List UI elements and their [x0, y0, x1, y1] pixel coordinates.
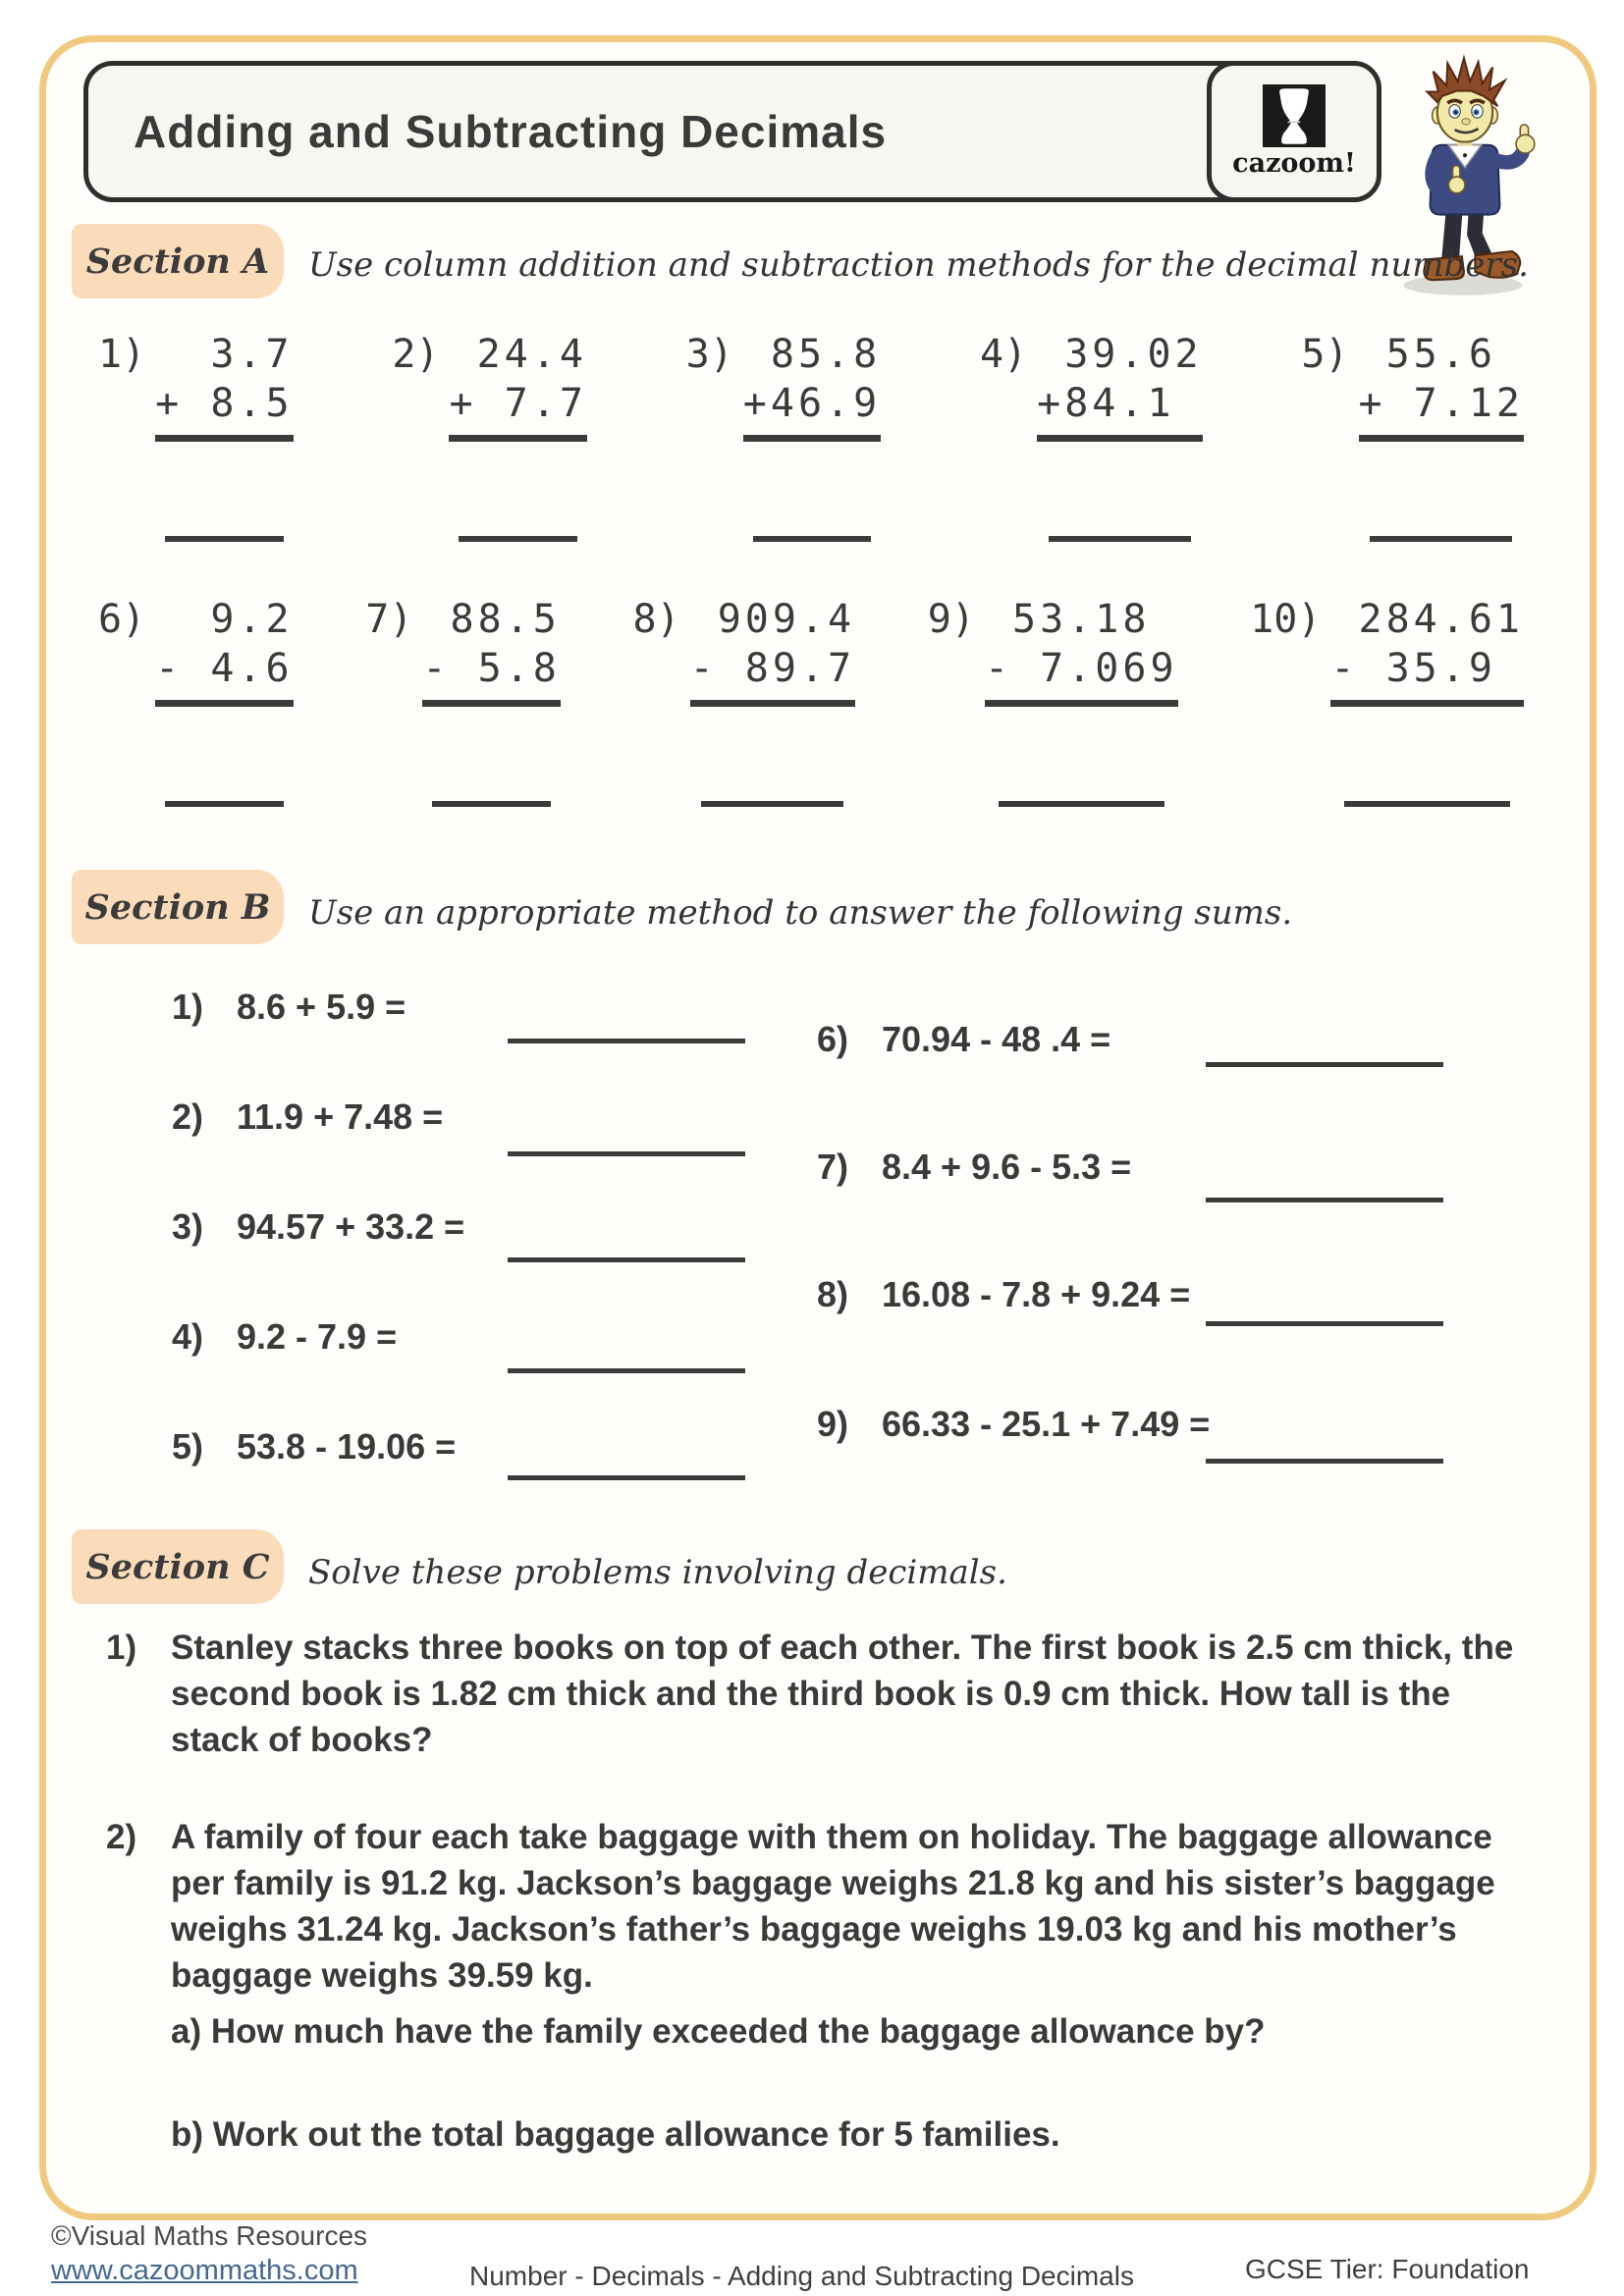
sum-problem-b1 — [172, 987, 406, 1028]
answer-line — [1370, 536, 1512, 542]
section-a-row-2 — [98, 595, 1524, 807]
section-b-label — [72, 870, 284, 944]
answer-line — [1049, 536, 1191, 542]
expression: 8.6 + 5.9 = — [237, 987, 406, 1027]
column-sum — [985, 595, 1178, 807]
cazoom-logo — [1207, 61, 1381, 202]
problem-number: 7) — [365, 597, 413, 642]
sub-question-b: b) Work out the total baggage allowance for 5 families. — [171, 2115, 1060, 2154]
answer-line — [432, 801, 551, 807]
problem-number: 9) — [817, 1404, 849, 1444]
column-problem-4 — [980, 330, 1203, 542]
drum-icon — [1263, 84, 1326, 147]
subtrahend: - 5.8 — [422, 646, 561, 691]
problem-number: 6) — [817, 1019, 849, 1059]
expression: 8.4 + 9.6 - 5.3 = — [882, 1147, 1132, 1187]
problem-text: A family of four each take baggage with them on holiday. The baggage allowance per family is 91.2 kg. Jackson’s baggage weighs 21.8 kg and his sister’s baggage weighs 31.24 kg. Jackson’s father’s baggage weighs 19.03 kg and his mother’s baggage weighs 39.59 kg. — [171, 1818, 1495, 1995]
expression: 66.33 - 25.1 + 7.49 = — [882, 1404, 1211, 1444]
minuend: 284.61 — [1330, 597, 1524, 642]
problem-number: 4) — [979, 332, 1028, 377]
problem-number: 1) — [172, 987, 204, 1027]
column-problem-8 — [632, 595, 855, 807]
sum-problem-b9 — [817, 1404, 1210, 1445]
column-sum — [155, 595, 293, 807]
answer-line — [701, 801, 843, 807]
section-a-row-1 — [98, 330, 1524, 542]
answer-line — [1206, 1321, 1443, 1326]
column-problem-9 — [928, 595, 1178, 807]
subtrahend: - 4.6 — [155, 646, 294, 691]
sum-rule — [155, 700, 293, 707]
minuend: 9.2 — [155, 597, 294, 642]
problem-number: 2) — [106, 1818, 137, 1856]
section-c-instruction: Solve these problems involving decimals. — [308, 1553, 1007, 1592]
sum-rule — [1330, 700, 1524, 707]
problem-number: 5) — [1301, 332, 1349, 377]
sum-rule — [422, 700, 560, 707]
answer-line — [1206, 1459, 1443, 1464]
column-sum — [743, 330, 881, 542]
subtrahend: - 89.7 — [689, 646, 856, 691]
word-problem-1 — [106, 1625, 1528, 1763]
problem-text: Stanley stacks three books on top of each other. The first book is 2.5 cm thick, the second book is 1.82 cm thick and the third book is 0.9 cm thick. How tall is the stack of books? — [171, 1629, 1514, 1759]
minuend: 53.18 — [984, 597, 1151, 642]
answer-line — [999, 801, 1164, 807]
problem-number: 3) — [172, 1206, 204, 1247]
word-problem-2 — [106, 1814, 1528, 2158]
sum-problem-b7 — [817, 1147, 1131, 1188]
sum-problem-b4 — [172, 1316, 397, 1358]
expression: 94.57 + 33.2 = — [237, 1206, 465, 1247]
sum-problem-b2 — [172, 1096, 443, 1138]
addend-top: 3.7 — [155, 332, 294, 377]
problem-text-block — [171, 1814, 1528, 2158]
expression: 16.08 - 7.8 + 9.24 = — [882, 1274, 1191, 1314]
section-c-label — [72, 1529, 284, 1604]
sum-problem-b6 — [817, 1019, 1110, 1060]
copyright-text: ©Visual Maths Resources — [51, 2220, 368, 2251]
column-sum — [690, 595, 856, 807]
section-b-instruction: Use an appropriate method to answer the following sums. — [308, 893, 1293, 933]
addend-bottom: +84.1 — [1037, 381, 1175, 426]
column-problem-10 — [1250, 595, 1524, 807]
problem-number: 6) — [98, 597, 146, 642]
column-problem-6 — [98, 595, 294, 807]
column-sum — [1037, 330, 1203, 542]
answer-line — [1344, 801, 1510, 807]
addend-bottom: + 7.12 — [1358, 381, 1524, 426]
sum-rule — [449, 435, 586, 442]
answer-line — [459, 536, 577, 542]
section-a-label — [72, 224, 284, 298]
column-sum — [449, 330, 586, 542]
column-sum — [1359, 330, 1525, 542]
addend-bottom: + 7.7 — [449, 381, 587, 426]
sum-problem-b3 — [172, 1206, 464, 1248]
answer-line — [1206, 1198, 1443, 1202]
section-c-label-text: Section C — [85, 1546, 270, 1587]
addend-bottom: +46.9 — [742, 381, 882, 426]
problem-number: 10) — [1250, 597, 1322, 642]
addend-top: 39.02 — [1037, 332, 1203, 377]
answer-line — [165, 536, 284, 542]
column-problem-1 — [98, 330, 294, 542]
sum-problem-b8 — [817, 1274, 1190, 1315]
answer-line — [508, 1475, 745, 1480]
problem-number: 3) — [685, 332, 733, 377]
title-bar — [83, 61, 1381, 202]
column-problem-7 — [365, 595, 561, 807]
logo-wordmark: cazoom! — [1232, 148, 1356, 179]
section-a-label-text: Section A — [85, 240, 270, 282]
column-problem-5 — [1301, 330, 1524, 542]
addend-bottom: + 8.5 — [155, 381, 294, 426]
section-a-instruction: Use column addition and subtraction methods for the decimal numbers. — [308, 245, 1529, 285]
problem-number: 4) — [172, 1316, 204, 1357]
subtrahend: - 7.069 — [984, 646, 1178, 691]
answer-line — [1206, 1062, 1443, 1067]
sum-rule — [1037, 435, 1203, 442]
problem-number: 2) — [172, 1096, 204, 1137]
answer-line — [508, 1368, 745, 1373]
section-b-label-text: Section B — [84, 886, 271, 928]
subtrahend: - 35.9 — [1330, 646, 1496, 691]
expression: 9.2 - 7.9 = — [237, 1316, 398, 1357]
expression: 11.9 + 7.48 = — [237, 1096, 444, 1137]
problem-number: 2) — [392, 332, 440, 377]
column-sum — [1330, 595, 1524, 807]
sum-rule — [985, 700, 1178, 707]
gcse-tier: GCSE Tier: Foundation — [1245, 2254, 1530, 2284]
minuend: 88.5 — [422, 597, 561, 642]
answer-line — [753, 536, 872, 542]
problem-number: 5) — [172, 1426, 204, 1467]
column-sum — [155, 330, 293, 542]
addend-top: 24.4 — [449, 332, 587, 377]
problem-number: 9) — [927, 597, 975, 642]
problem-number: 1) — [98, 332, 146, 377]
sum-rule — [690, 700, 856, 707]
problem-number: 7) — [817, 1147, 849, 1187]
footer-link[interactable]: www.cazoommaths.com — [51, 2255, 358, 2286]
addend-top: 55.6 — [1358, 332, 1496, 377]
column-problem-2 — [392, 330, 587, 542]
problem-number: 1) — [106, 1629, 137, 1667]
sum-rule — [1359, 435, 1525, 442]
answer-line — [508, 1151, 745, 1156]
problem-number: 8) — [632, 597, 680, 642]
column-sum — [422, 595, 560, 807]
answer-line — [508, 1039, 745, 1043]
page-title: Adding and Subtracting Decimals — [134, 106, 888, 157]
addend-top: 85.8 — [742, 332, 882, 377]
column-problem-3 — [686, 330, 882, 542]
answer-line — [165, 801, 284, 807]
sum-rule — [155, 435, 293, 442]
problem-number: 8) — [817, 1274, 849, 1314]
minuend: 909.4 — [689, 597, 856, 642]
worksheet-topic: Number - Decimals - Adding and Subtracting Decimals — [469, 2261, 1134, 2291]
sum-rule — [743, 435, 881, 442]
expression: 53.8 - 19.06 = — [237, 1426, 457, 1467]
sum-problem-b5 — [172, 1426, 456, 1468]
expression: 70.94 - 48 .4 = — [882, 1019, 1111, 1059]
sub-question-a: a) How much have the family exceeded the baggage allowance by? — [171, 2012, 1266, 2051]
answer-line — [508, 1257, 745, 1262]
